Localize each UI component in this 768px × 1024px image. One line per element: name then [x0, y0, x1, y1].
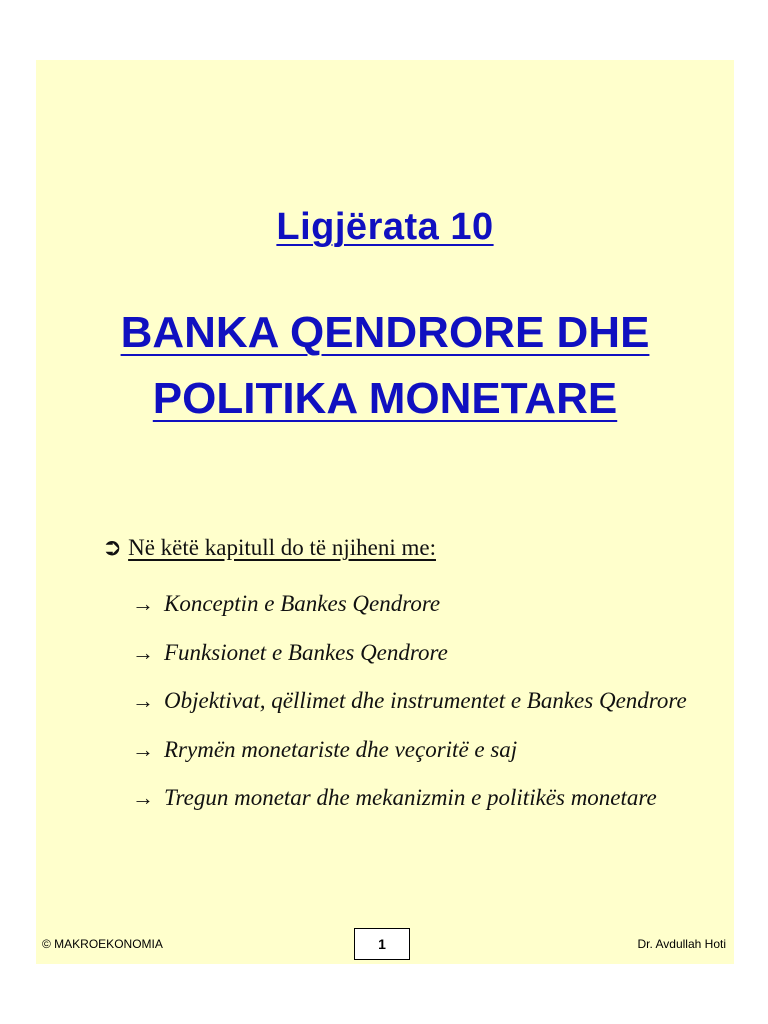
- topic-item: [132, 778, 687, 827]
- topic-list: [132, 584, 687, 827]
- lecture-title: [36, 206, 734, 249]
- footer-copyright: © MAKROEKONOMIA: [42, 937, 163, 951]
- arrow-right-icon: →: [132, 785, 154, 810]
- topic-text: Konceptin e Bankes Qendrore: [164, 591, 441, 616]
- page-number: 1: [354, 928, 410, 960]
- curved-arrow-icon: ➲: [102, 535, 123, 561]
- topic-item: [132, 584, 687, 633]
- intro-text: Në këtë kapitull do të njiheni me:: [128, 535, 436, 560]
- topic-item: [132, 681, 687, 730]
- topic-item: [132, 633, 687, 682]
- arrow-right-icon: →: [132, 736, 154, 762]
- footer-author: Dr. Avdullah Hoti: [637, 937, 726, 951]
- arrow-right-icon: →: [132, 639, 154, 665]
- topic-text: Tregun monetar dhe mekanizmin e politikës monetare: [164, 785, 657, 810]
- intro-line: [102, 533, 436, 562]
- topic-text: Objektivat, qëllimet dhe instrumentet e Bankes Qendrore: [164, 688, 687, 713]
- topic-item: [132, 730, 687, 779]
- arrow-right-icon: →: [132, 591, 154, 616]
- slide: [36, 60, 734, 964]
- lecture-title-text: Ligjërata 10: [276, 206, 494, 248]
- arrow-right-icon: →: [132, 688, 154, 713]
- main-title-line-1: BANKA QENDRORE DHE: [120, 308, 650, 357]
- main-title-line-2: POLITIKA MONETARE: [152, 374, 618, 423]
- topic-text: Rrymën monetariste dhe veçoritë e saj: [164, 736, 518, 762]
- main-title: [36, 300, 734, 432]
- topic-text: Funksionet e Bankes Qendrore: [164, 639, 448, 665]
